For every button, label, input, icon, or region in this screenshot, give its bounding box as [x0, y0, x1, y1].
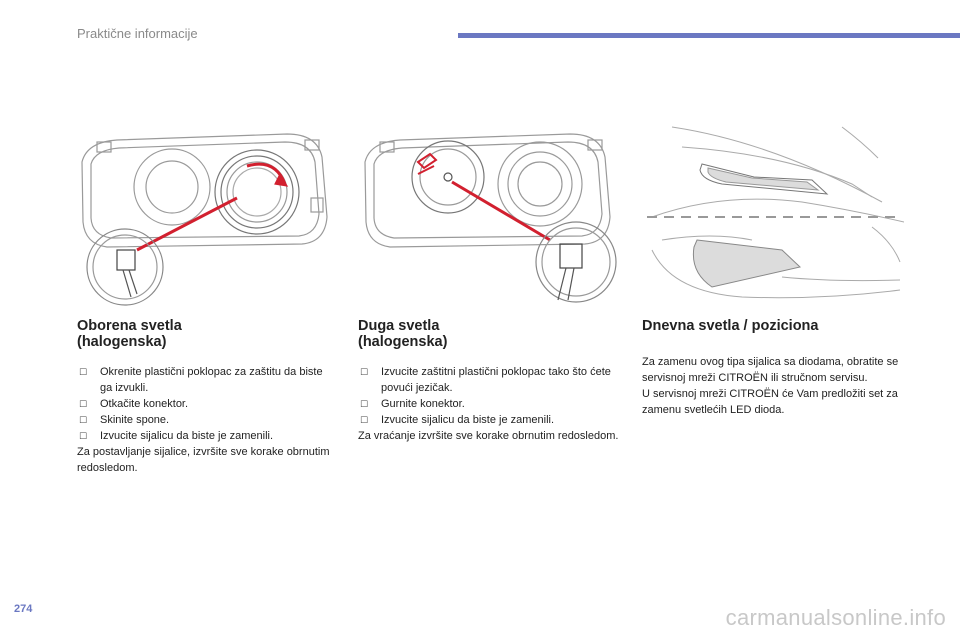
instruction-item: ☐ Gurnite konektor. — [358, 396, 620, 412]
title-line: (halogenska) — [77, 334, 167, 350]
title-line: Duga svetla — [358, 318, 440, 334]
instruction-list — [77, 364, 337, 444]
low-beam-illustration — [77, 122, 335, 307]
header-title: Praktične informacije — [77, 26, 198, 41]
instruction-item: ☐ Otkačite konektor. — [77, 396, 337, 412]
daytime-lights-illustration — [642, 122, 904, 307]
watermark: carmanualsonline.info — [725, 605, 946, 630]
page-number: 274 — [14, 603, 33, 615]
section-title — [358, 318, 620, 350]
instruction-list — [358, 364, 620, 428]
section-paragraph: U servisnoj mreži CITROËN će Vam predložiti set za zamenu svetlećih LED dioda. — [642, 388, 898, 416]
instruction-item: ☐ Izvucite sijalicu da biste je zamenili. — [358, 412, 620, 428]
section-paragraph: Za zamenu ovog tipa sijalica sa diodama, obratite se servisnoj mreži CITROËN ili stručnom servisu. — [642, 356, 899, 384]
section-daytime-lights — [642, 318, 904, 418]
section-high-beam — [358, 318, 620, 444]
header-accent-bar — [458, 33, 960, 38]
instruction-item: ☐ Izvucite zaštitni plastični poklopac tako što ćete povući jezičak. — [358, 364, 620, 396]
instruction-item: ☐ Izvucite sijalicu da biste je zamenili. — [77, 428, 337, 444]
high-beam-illustration — [360, 122, 618, 307]
instruction-item: ☐ Skinite spone. — [77, 412, 337, 428]
section-low-beam — [77, 318, 337, 476]
section-title — [77, 318, 337, 350]
section-note: Za vraćanje izvršite sve korake obrnutim redosledom. — [358, 430, 619, 442]
section-note: Za postavljanje sijalice, izvršite sve korake obrnutim redosledom. — [77, 446, 330, 474]
title-line: Dnevna svetla / poziciona — [642, 318, 819, 334]
title-line: (halogenska) — [358, 334, 448, 350]
instruction-item: ☐ Okrenite plastični poklopac za zaštitu da biste ga izvukli. — [77, 364, 337, 396]
section-title — [642, 318, 904, 334]
title-line: Oborena svetla — [77, 318, 182, 334]
